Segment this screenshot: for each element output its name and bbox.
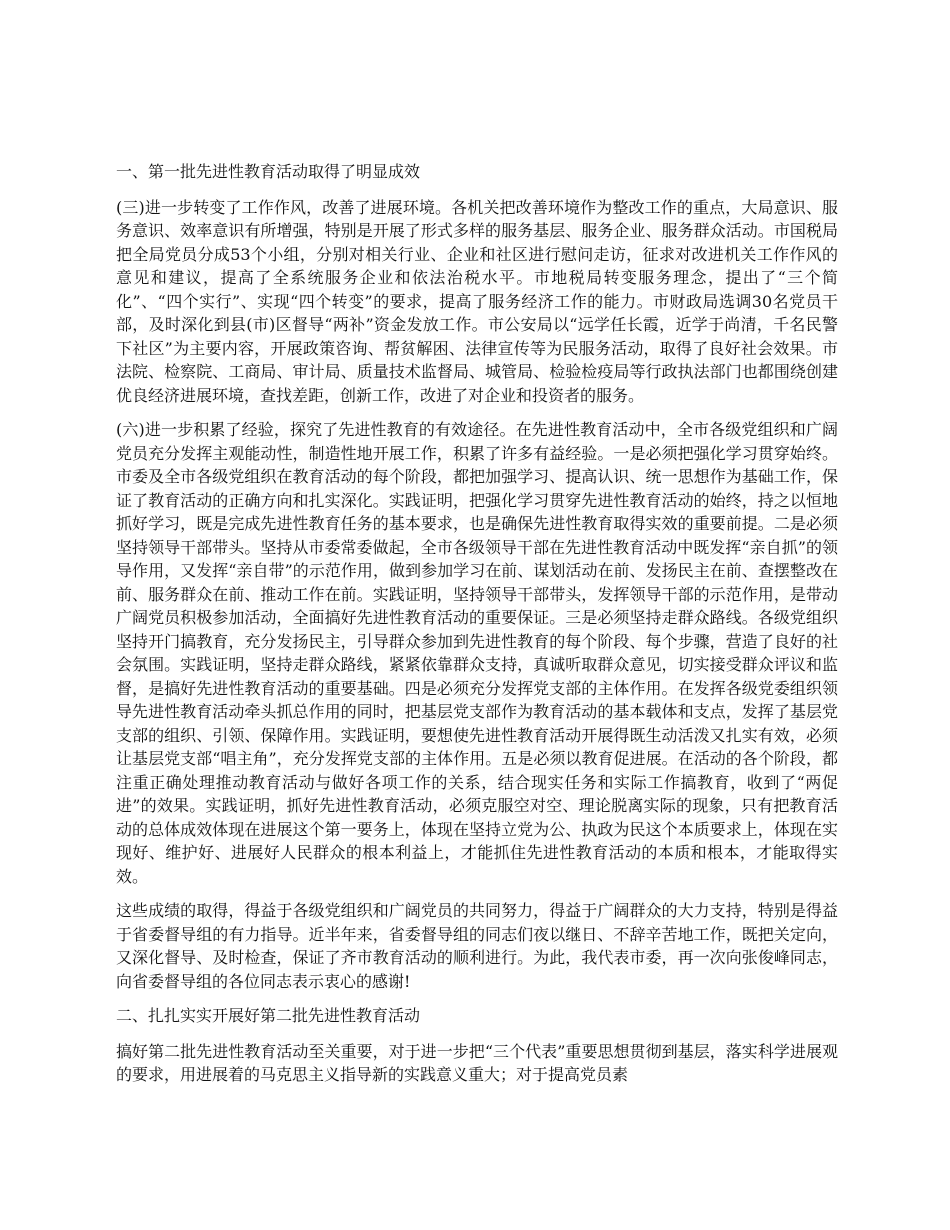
paragraph-second-batch: 搞好第二批先进性教育活动至关重要，对于进一步把“三个代表”重要思想贯彻到基层，落实科学进展观的要求，用进展着的马克思主义指导新的实践意义重大；对于提高党员素 [116,1041,838,1084]
section-heading-1: 一、第一批先进性教育活动取得了明显成效 [116,162,421,181]
paragraph-work-style: (三)进一步转变了工作作风，改善了进展环境。各机关把改善环境作为整改工作的重点，大局意识、服务意识、效率意识有所增强，特别是开展了形式多样的服务基层、服务企业、服务群众活动。市国税局把全局党员分成53个小组，分别对相关行业、企业和社区进行慰问走访，征求对改进机关工作作风的意见和建议，提高了全系统服务企业和依法治税水平。市地税局转变服务理念，提出了“三个简化”、“四个实行”、实现“四个转变”的要求，提高了服务经济工作的能力。市财政局选调30名党员干部，及时深化到县(市)区督导“两补”资金发放工作。市公安局以“远学任长霞，近学于尚清，千名民警下社区”为主要内容，开展政策咨询、帮贫解困、法律宣传等为民服务活动，取得了良好社会效果。市法院、检察院、工商局、审计局、质量技术监督局、城管局、检验检疫局等行政执法部门也都围绕创建优良经济进展环境，查找差距，创新工作，改进了对企业和投资者的服务。 [116,197,838,405]
paragraph-experience: (六)进一步积累了经验，探究了先进性教育的有效途径。在先进性教育活动中，全市各级党组织和广阔党员充分发挥主观能动性，制造性地开展工作，积累了许多有益经验。一是必须把强化学习贯穿始终。市委及全市各级党组织在教育活动的每个阶段，都把加强学习、提高认识、统一思想作为基础工作，保证了教育活动的正确方向和扎实深化。实践证明，把强化学习贯穿先进性教育活动的始终，持之以恒地抓好学习，既是完成先进性教育任务的基本要求，也是确保先进性教育取得实效的重要前提。二是必须坚持领导干部带头。坚持从市委常委做起，全市各级领导干部在先进性教育活动中既发挥“亲自抓”的领导作用，又发挥“亲自带”的示范作用，做到参加学习在前、谋划活动在前、发扬民主在前、查摆整改在前、服务群众在前、推动工作在前。实践证明，坚持领导干部带头，发挥领导干部的示范作用，是带动广阔党员积极参加活动，全面搞好先进性教育活动的重要保证。三是必须坚持走群众路线。各级党组织坚持开门搞教育，充分发扬民主，引导群众参加到先进性教育的每个阶段、每个步骤，营造了良好的社会氛围。实践证明，坚持走群众路线，紧紧依靠群众支持，真诚听取群众意见，切实接受群众评议和监督，是搞好先进性教育活动的重要基础。四是必须充分发挥党支部的主体作用。在发挥各级党委组织领导先进性教育活动牵头抓总作用的同时，把基层党支部作为教育活动的基本载体和支点，发挥了基层党支部的组织、引领、保障作用。实践证明，要想使先进性教育活动开展得既生动活泼又扎实有效，必须让基层党支部“唱主角”，充分发挥党支部的主体作用。五是必须以教育促进展。在活动的各个阶段，都注重正确处理推动教育活动与做好各项工作的关系，结合现实任务和实际工作搞教育，收到了“两促进”的效果。实践证明，抓好先进性教育活动，必须克服空对空、理论脱离实际的现象，只有把教育活动的总体成效体现在进展这个第一要务上，体现在坚持立党为公、执政为民这个本质要求上，体现在实现好、维护好、进展好人民群众的根本利益上，才能抓住先进性教育活动的本质和根本，才能取得实效。 [116,420,838,886]
document-body [116,160,838,1098]
section-heading-2: 二、扎扎实实开展好第二批先进性教育活动 [116,1006,421,1025]
paragraph-acknowledgement: 这些成绩的取得，得益于各级党组织和广阔党员的共同努力，得益于广阔群众的大力支持，特别是得益于省委督导组的有力指导。近半年来，省委督导组的同志们夜以继日、不辞辛苦地工作，既把关定向，又深化督导、及时检查，保证了齐市教育活动的顺利进行。为此，我代表市委，再一次向张俊峰同志，向省委督导组的各位同志表示衷心的感谢! [116,901,838,991]
